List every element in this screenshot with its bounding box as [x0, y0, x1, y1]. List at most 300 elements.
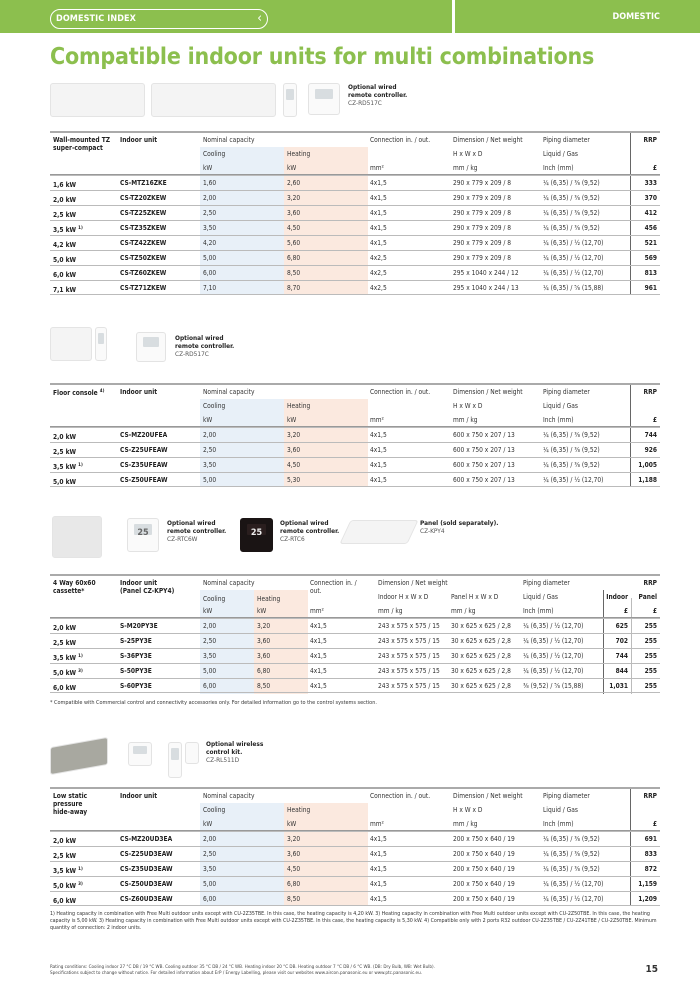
caption-title: Panel (sold separately). — [420, 519, 499, 527]
dimension-cell: 243 x 575 x 575 / 15 — [378, 637, 440, 645]
table-row — [50, 442, 660, 457]
piping-cell: ¼ (6,35) / ⅜ (9,52) — [543, 446, 600, 454]
unit-inch-mm: Inch (mm) — [543, 820, 574, 828]
floor-console-image — [50, 327, 92, 361]
caption-model: CZ-RD517C — [175, 350, 209, 358]
indoor-unit-header: Indoor unit (Panel CZ-KPY4) — [120, 579, 175, 595]
wall-unit-image-large — [151, 83, 276, 117]
wired-remote-white-image: 25 — [127, 518, 159, 552]
piping-cell: ¼ (6,35) / ½ (12,70) — [543, 880, 604, 888]
table-row — [50, 472, 660, 487]
capacity-cell: 2,5 kW — [53, 211, 77, 220]
piping-cell: ¼ (6,35) / ½ (12,70) — [543, 476, 604, 484]
model-cell: CS-TZ50ZKEW — [120, 254, 167, 262]
capacity-cell: 2,5 kW — [53, 448, 77, 457]
panel-hwd-header: Panel H x W x D — [451, 593, 499, 601]
model-cell: S-50PY3E — [120, 667, 152, 675]
connection-header: Connection in. / out. — [370, 136, 431, 144]
cooling-cell: 2,50 — [203, 637, 217, 645]
ducted-unit-image — [50, 737, 108, 775]
table-row — [50, 220, 660, 235]
unit-kw: kW — [203, 607, 213, 615]
rrp-cell: 813 — [644, 269, 657, 277]
capacity-cell: 5,0 kW $^{3)}$ — [53, 669, 83, 678]
piping-cell: ¼ (6,35) / ⅜ (9,52) — [543, 431, 600, 439]
connection-cell: 4x1,5 — [370, 224, 387, 232]
piping-cell: ¼ (6,35) / ½ (12,70) — [523, 652, 584, 660]
capacity-cell: 4,2 kW — [53, 241, 77, 250]
wired-remote-black-image: 25 — [240, 518, 273, 552]
caption-title: Optional wireless control kit. — [206, 740, 264, 756]
domestic-index-button[interactable] — [50, 9, 268, 29]
rrp-indoor-cell: 1,031 — [609, 682, 628, 690]
page-title: Compatible indoor units for multi combinations — [50, 44, 595, 70]
indoor-unit-header: Indoor unit — [120, 388, 158, 396]
connection-cell: 4x1,5 — [370, 239, 387, 247]
section-label: DOMESTIC — [612, 12, 660, 22]
connection-cell: 4x1,5 — [370, 461, 387, 469]
unit-kw: kW — [287, 820, 297, 828]
connection-cell: 4x1,5 — [370, 895, 387, 903]
capacity-cell: 5,0 kW — [53, 478, 77, 487]
rrp-header: RRP — [643, 579, 657, 587]
connection-cell: 4x1,5 — [370, 446, 387, 454]
dimension-cell: 243 x 575 x 575 / 15 — [378, 622, 440, 630]
rrp-panel-cell: 255 — [644, 622, 657, 630]
hwd-header: H x W x D — [453, 150, 483, 158]
dimension-cell: 200 x 750 x 640 / 19 — [453, 835, 515, 843]
heating-cell: 5,60 — [287, 239, 301, 247]
connection-cell: 4x1,5 — [370, 835, 387, 843]
heating-cell: 3,20 — [287, 194, 301, 202]
hwd-header: H x W x D — [453, 806, 483, 814]
cooling-cell: 2,00 — [203, 431, 217, 439]
rrp-panel-cell: 255 — [644, 652, 657, 660]
top-bar — [0, 0, 700, 33]
connection-cell: 4x1,5 — [310, 622, 327, 630]
capacity-cell: 2,0 kW — [53, 433, 77, 442]
piping-cell: ¼ (6,35) / ⅜ (9,52) — [543, 179, 600, 187]
dimension-cell: 600 x 750 x 207 / 13 — [453, 431, 515, 439]
piping-cell: ⅜ (9,52) / ⅝ (15,88) — [523, 682, 584, 690]
model-cell: CS-Z35UFEAW — [120, 461, 168, 469]
piping-cell: ¼ (6,35) / ½ (12,70) — [543, 239, 604, 247]
unit-kw: kW — [203, 164, 213, 172]
liquid-gas-header: Liquid / Gas — [543, 806, 578, 814]
handheld-remote-image — [283, 83, 297, 117]
cooling-cell: 4,20 — [203, 239, 217, 247]
rrp-panel-cell: 255 — [644, 637, 657, 645]
wired-remote-image — [136, 332, 166, 362]
model-cell: CS-TZ71ZKEW — [120, 284, 167, 292]
table-row — [50, 861, 660, 876]
unit-currency: £ — [652, 820, 657, 828]
cooling-cell: 5,00 — [203, 254, 217, 262]
table-row — [50, 831, 660, 846]
model-cell: CS-Z50UD3EAW — [120, 880, 173, 888]
dimension-cell: 290 x 779 x 209 / 8 — [453, 179, 512, 187]
cooling-cell: 2,00 — [203, 622, 217, 630]
cooling-header: Cooling — [203, 595, 226, 603]
panel-dimension-cell: 30 x 625 x 625 / 2,8 — [451, 682, 511, 690]
remote-caption — [175, 334, 245, 358]
capacity-cell: 6,0 kW — [53, 271, 77, 280]
dimension-cell: 200 x 750 x 640 / 19 — [453, 865, 515, 873]
heating-cell: 8,50 — [287, 895, 301, 903]
dimension-cell: 290 x 779 x 209 / 8 — [453, 209, 512, 217]
heating-cell: 6,80 — [287, 254, 301, 262]
heating-cell: 2,60 — [287, 179, 301, 187]
caption-model: CZ-RD517C — [348, 99, 382, 107]
heating-cell: 3,20 — [257, 622, 271, 630]
model-cell: CS-TZ60ZKEW — [120, 269, 167, 277]
dimension-cell: 295 x 1040 x 244 / 13 — [453, 284, 519, 292]
unit-kw: kW — [287, 416, 297, 424]
rrp-header: RRP — [643, 792, 657, 800]
table-row — [50, 190, 660, 205]
capacity-cell: 3,5 kW $^{1)}$ — [53, 867, 83, 876]
connection-cell: 4x1,5 — [370, 179, 387, 187]
dimension-cell: 243 x 575 x 575 / 15 — [378, 667, 440, 675]
connection-cell: 4x1,5 — [370, 194, 387, 202]
table-row — [50, 876, 660, 891]
capacity-cell: 5,0 kW — [53, 256, 77, 265]
heating-cell: 3,60 — [287, 209, 301, 217]
remote-caption — [348, 83, 418, 107]
piping-cell: ¼ (6,35) / ½ (12,70) — [543, 895, 604, 903]
panel-dimension-cell: 30 x 625 x 625 / 2,8 — [451, 637, 511, 645]
piping-cell: ¼ (6,35) / ⅜ (9,52) — [543, 835, 600, 843]
category-header: Low static pressure hide-away — [53, 792, 88, 816]
heating-cell: 8,50 — [257, 682, 271, 690]
connection-cell: 4x2,5 — [370, 254, 387, 262]
piping-cell: ¼ (6,35) / ⅜ (9,52) — [543, 850, 600, 858]
nominal-capacity-header: Nominal capacity — [203, 136, 255, 144]
dimension-cell: 290 x 779 x 209 / 8 — [453, 254, 512, 262]
nominal-capacity-header: Nominal capacity — [203, 579, 255, 587]
unit-mm2: mm² — [370, 820, 384, 828]
piping-cell: ¼ (6,35) / ½ (12,70) — [543, 269, 604, 277]
remote-caption — [167, 519, 239, 543]
heating-cell: 3,60 — [287, 446, 301, 454]
cooling-cell: 6,00 — [203, 269, 217, 277]
heating-cell: 6,80 — [287, 880, 301, 888]
rating-conditions — [50, 965, 610, 978]
table-row — [50, 280, 660, 295]
dimension-header: Dimension / Net weight — [378, 579, 448, 587]
cooling-cell: 5,00 — [203, 880, 217, 888]
capacity-cell: 3,5 kW $^{1)}$ — [53, 654, 83, 663]
connection-cell: 4x1,5 — [310, 667, 327, 675]
table-row — [50, 618, 660, 633]
table-row — [50, 891, 660, 906]
header-divider — [452, 0, 455, 33]
wall-unit-image-small — [50, 83, 145, 117]
model-cell: S-25PY3E — [120, 637, 152, 645]
unit-mm-kg: mm / kg — [378, 607, 403, 615]
unit-kw: kW — [203, 416, 213, 424]
table-row — [50, 633, 660, 648]
connection-cell: 4x1,5 — [370, 850, 387, 858]
capacity-cell: 2,5 kW — [53, 852, 77, 861]
heating-cell: 3,60 — [257, 652, 271, 660]
caption-title: Optional wired remote controller. — [348, 83, 408, 99]
heating-cell: 4,50 — [287, 461, 301, 469]
capacity-cell: 1,6 kW — [53, 181, 77, 190]
dimension-header: Dimension / Net weight — [453, 136, 523, 144]
piping-header: Piping diameter — [543, 388, 590, 396]
cooling-cell: 3,50 — [203, 461, 217, 469]
cooling-cell: 2,00 — [203, 194, 217, 202]
piping-cell: ¼ (6,35) / ⅜ (9,52) — [543, 224, 600, 232]
capacity-cell: 7,1 kW — [53, 286, 77, 295]
unit-mm2: mm² — [370, 164, 384, 172]
unit-currency: £ — [652, 416, 657, 424]
cooling-cell: 2,00 — [203, 835, 217, 843]
rrp-indoor-cell: 625 — [615, 622, 628, 630]
piping-cell: ¼ (6,35) / ½ (12,70) — [543, 254, 604, 262]
connection-cell: 4x1,5 — [370, 865, 387, 873]
connection-header: Connection in. / out. — [310, 579, 357, 595]
rating-line: Rating conditions: Cooling indoor 27 °C DB / 19 °C WB. Cooling outdoor 35 °C DB / 24 °C WB. Heating indoor 20 °C DB. Heating outdoor 7 °C DB / 6 °C WB. (DB: Dry Bulb, WB: Wet Bulb). — [50, 965, 435, 970]
cooling-cell: 7,10 — [203, 284, 217, 292]
table-row — [50, 648, 660, 663]
unit-mm-kg: mm / kg — [453, 820, 478, 828]
rrp-panel-header: Panel — [638, 593, 657, 601]
cooling-cell: 5,00 — [203, 667, 217, 675]
cassette-table — [50, 574, 660, 693]
unit-kw: kW — [203, 820, 213, 828]
dimension-cell: 600 x 750 x 207 / 13 — [453, 446, 515, 454]
capacity-cell: 2,0 kW — [53, 196, 77, 205]
heating-cell: 4,50 — [287, 224, 301, 232]
page-number: 15 — [645, 964, 658, 975]
capacity-cell: 3,5 kW $^{1)}$ — [53, 226, 83, 235]
unit-currency: £ — [652, 164, 657, 172]
caption-title: Optional wired remote controller. — [175, 334, 235, 350]
rrp-cell: 1,209 — [638, 895, 657, 903]
unit-currency: £ — [623, 607, 628, 615]
model-cell: S-36PY3E — [120, 652, 152, 660]
dimension-cell: 243 x 575 x 575 / 15 — [378, 652, 440, 660]
rrp-cell: 872 — [644, 865, 657, 873]
cooling-cell: 3,50 — [203, 652, 217, 660]
model-cell: CS-TZ25ZKEW — [120, 209, 167, 217]
capacity-cell: 6,0 kW — [53, 684, 77, 693]
wall-mounted-table — [50, 131, 660, 295]
unit-mm-kg: mm / kg — [453, 164, 478, 172]
table-row — [50, 265, 660, 280]
rrp-cell: 744 — [644, 431, 657, 439]
cooling-header: Cooling — [203, 402, 226, 410]
cassette-unit-image — [52, 516, 102, 558]
model-cell: S-M20PY3E — [120, 622, 158, 630]
connection-cell: 4x1,5 — [370, 476, 387, 484]
dimension-cell: 200 x 750 x 640 / 19 — [453, 880, 515, 888]
dimension-cell: 243 x 575 x 575 / 15 — [378, 682, 440, 690]
table-row — [50, 427, 660, 442]
nominal-capacity-header: Nominal capacity — [203, 792, 255, 800]
capacity-cell: 2,0 kW — [53, 837, 77, 846]
heating-cell: 3,20 — [287, 835, 301, 843]
rrp-cell: 569 — [644, 254, 657, 262]
rrp-cell: 521 — [644, 239, 657, 247]
piping-header: Piping diameter — [543, 792, 590, 800]
hwd-header: H x W x D — [453, 402, 483, 410]
rrp-panel-cell: 255 — [644, 667, 657, 675]
model-cell: CS-MZ20UD3EA — [120, 835, 173, 843]
panel-image — [339, 520, 418, 544]
handheld-remote-image — [168, 742, 182, 778]
heating-cell: 5,30 — [287, 476, 301, 484]
connection-cell: 4x1,5 — [310, 652, 327, 660]
rrp-indoor-cell: 702 — [615, 637, 628, 645]
connection-cell: 4x2,5 — [370, 284, 387, 292]
dimension-cell: 290 x 779 x 209 / 8 — [453, 194, 512, 202]
model-cell: CS-TZ20ZKEW — [120, 194, 167, 202]
model-cell: CS-TZ42ZKEW — [120, 239, 167, 247]
dimension-header: Dimension / Net weight — [453, 388, 523, 396]
domestic-index-label: DOMESTIC INDEX — [56, 14, 137, 24]
heating-cell: 3,20 — [287, 431, 301, 439]
floor-console-table — [50, 383, 660, 487]
chevron-left-icon[interactable]: ‹ — [257, 11, 262, 26]
rrp-cell: 833 — [644, 850, 657, 858]
rrp-cell: 926 — [644, 446, 657, 454]
heating-cell: 6,80 — [257, 667, 271, 675]
cooling-cell: 2,50 — [203, 850, 217, 858]
cooling-cell: 3,50 — [203, 865, 217, 873]
unit-inch-mm: Inch (mm) — [523, 607, 554, 615]
model-cell: CS-Z25UD3EAW — [120, 850, 173, 858]
model-cell: CS-Z25UFEAW — [120, 446, 168, 454]
model-cell: CS-Z35UD3EAW — [120, 865, 173, 873]
table-row — [50, 250, 660, 265]
piping-cell: ¼ (6,35) / ⅝ (15,88) — [543, 284, 604, 292]
piping-cell: ¼ (6,35) / ⅜ (9,52) — [543, 194, 600, 202]
heating-cell: 8,70 — [287, 284, 301, 292]
dimension-header: Dimension / Net weight — [453, 792, 523, 800]
capacity-cell: 2,5 kW — [53, 639, 77, 648]
rrp-cell: 456 — [644, 224, 657, 232]
rrp-cell: 691 — [644, 835, 657, 843]
model-cell: CS-MTZ16ZKE — [120, 179, 167, 187]
connection-cell: 4x1,5 — [370, 880, 387, 888]
receiver-image — [185, 742, 199, 764]
connection-cell: 4x2,5 — [370, 269, 387, 277]
table-row — [50, 235, 660, 250]
category-header: Wall-mounted TZ super-compact — [53, 136, 111, 152]
piping-header: Piping diameter — [523, 579, 570, 587]
heating-cell: 3,60 — [257, 637, 271, 645]
unit-currency: £ — [652, 607, 657, 615]
table-row — [50, 205, 660, 220]
dimension-cell: 200 x 750 x 640 / 19 — [453, 895, 515, 903]
unit-mm-kg: mm / kg — [453, 416, 478, 424]
cooling-cell: 2,50 — [203, 209, 217, 217]
table-row — [50, 846, 660, 861]
heating-header: Heating — [287, 150, 311, 158]
piping-cell: ¼ (6,35) / ½ (12,70) — [523, 667, 584, 675]
piping-header: Piping diameter — [543, 136, 590, 144]
piping-cell: ¼ (6,35) / ⅜ (9,52) — [543, 461, 600, 469]
heating-cell: 4,50 — [287, 865, 301, 873]
cooling-cell: 6,00 — [203, 895, 217, 903]
cooling-cell: 3,50 — [203, 224, 217, 232]
indoor-hwd-header: Indoor H x W x D — [378, 593, 429, 601]
dimension-cell: 290 x 779 x 209 / 8 — [453, 239, 512, 247]
connection-cell: 4x1,5 — [310, 637, 327, 645]
dimension-cell: 290 x 779 x 209 / 8 — [453, 224, 512, 232]
piping-cell: ¼ (6,35) / ⅜ (9,52) — [543, 209, 600, 217]
rrp-cell: 1,005 — [638, 461, 657, 469]
rrp-cell: 333 — [644, 179, 657, 187]
rrp-header: RRP — [643, 388, 657, 396]
rrp-header: RRP — [643, 136, 657, 144]
cassette-note: * Compatible with Commercial control and connectivity accessories only. For detailed information go to the control systems section. — [50, 700, 377, 706]
connection-header: Connection in. / out. — [370, 388, 431, 396]
dimension-cell: 600 x 750 x 207 / 13 — [453, 461, 515, 469]
rrp-cell: 412 — [644, 209, 657, 217]
dimension-cell: 200 x 750 x 640 / 19 — [453, 850, 515, 858]
panel-dimension-cell: 30 x 625 x 625 / 2,8 — [451, 652, 511, 660]
unit-kw: kW — [287, 164, 297, 172]
capacity-cell: 3,5 kW $^{1)}$ — [53, 463, 83, 472]
wired-remote-image — [308, 83, 340, 115]
unit-inch-mm: Inch (mm) — [543, 164, 574, 172]
heating-header: Heating — [257, 595, 281, 603]
cooling-cell: 6,00 — [203, 682, 217, 690]
piping-cell: ¼ (6,35) / ½ (12,70) — [523, 622, 584, 630]
rrp-cell: 1,159 — [638, 880, 657, 888]
connection-cell: 4x1,5 — [370, 431, 387, 439]
connection-cell: 4x1,5 — [310, 682, 327, 690]
unit-mm-kg: mm / kg — [451, 607, 476, 615]
connection-header: Connection in. / out. — [370, 792, 431, 800]
capacity-cell: 5,0 kW $^{3)}$ — [53, 882, 83, 891]
category-header: 4 Way 60x60 cassette* — [53, 579, 96, 595]
panel-dimension-cell: 30 x 625 x 625 / 2,8 — [451, 622, 511, 630]
specifications-line: Specifications subject to change without notice. For detailed information about ErP / Energy Labelling, please visit our websites www.aircon.panasonic.eu or www.ptc.panasonic.eu. — [50, 971, 423, 977]
caption-title: Optional wired remote controller. — [280, 519, 340, 535]
unit-mm2: mm² — [370, 416, 384, 424]
panel-dimension-cell: 30 x 625 x 625 / 2,8 — [451, 667, 511, 675]
capacity-cell: 6,0 kW — [53, 897, 77, 906]
caption-model: CZ-KPY4 — [420, 527, 445, 535]
heating-cell: 8,50 — [287, 269, 301, 277]
heating-header: Heating — [287, 806, 311, 814]
piping-cell: ¼ (6,35) / ½ (12,70) — [523, 637, 584, 645]
caption-model: CZ-RL511D — [206, 756, 240, 764]
cooling-cell: 1,60 — [203, 179, 217, 187]
caption-model: CZ-RTC6 — [280, 535, 305, 543]
piping-cell: ¼ (6,35) / ⅜ (9,52) — [543, 865, 600, 873]
cooling-header: Cooling — [203, 150, 226, 158]
model-cell: CS-TZ35ZKEW — [120, 224, 167, 232]
rrp-cell: 961 — [644, 284, 657, 292]
model-cell: S-60PY3E — [120, 682, 152, 690]
heating-cell: 3,60 — [287, 850, 301, 858]
unit-inch-mm: Inch (mm) — [543, 416, 574, 424]
hide-away-table — [50, 787, 660, 906]
model-cell: CS-Z60UD3EAW — [120, 895, 173, 903]
liquid-gas-header: Liquid / Gas — [543, 150, 578, 158]
connection-cell: 4x1,5 — [370, 209, 387, 217]
nominal-capacity-header: Nominal capacity — [203, 388, 255, 396]
rrp-panel-cell: 255 — [644, 682, 657, 690]
panel-caption — [420, 519, 499, 535]
liquid-gas-header: Liquid / Gas — [543, 402, 578, 410]
